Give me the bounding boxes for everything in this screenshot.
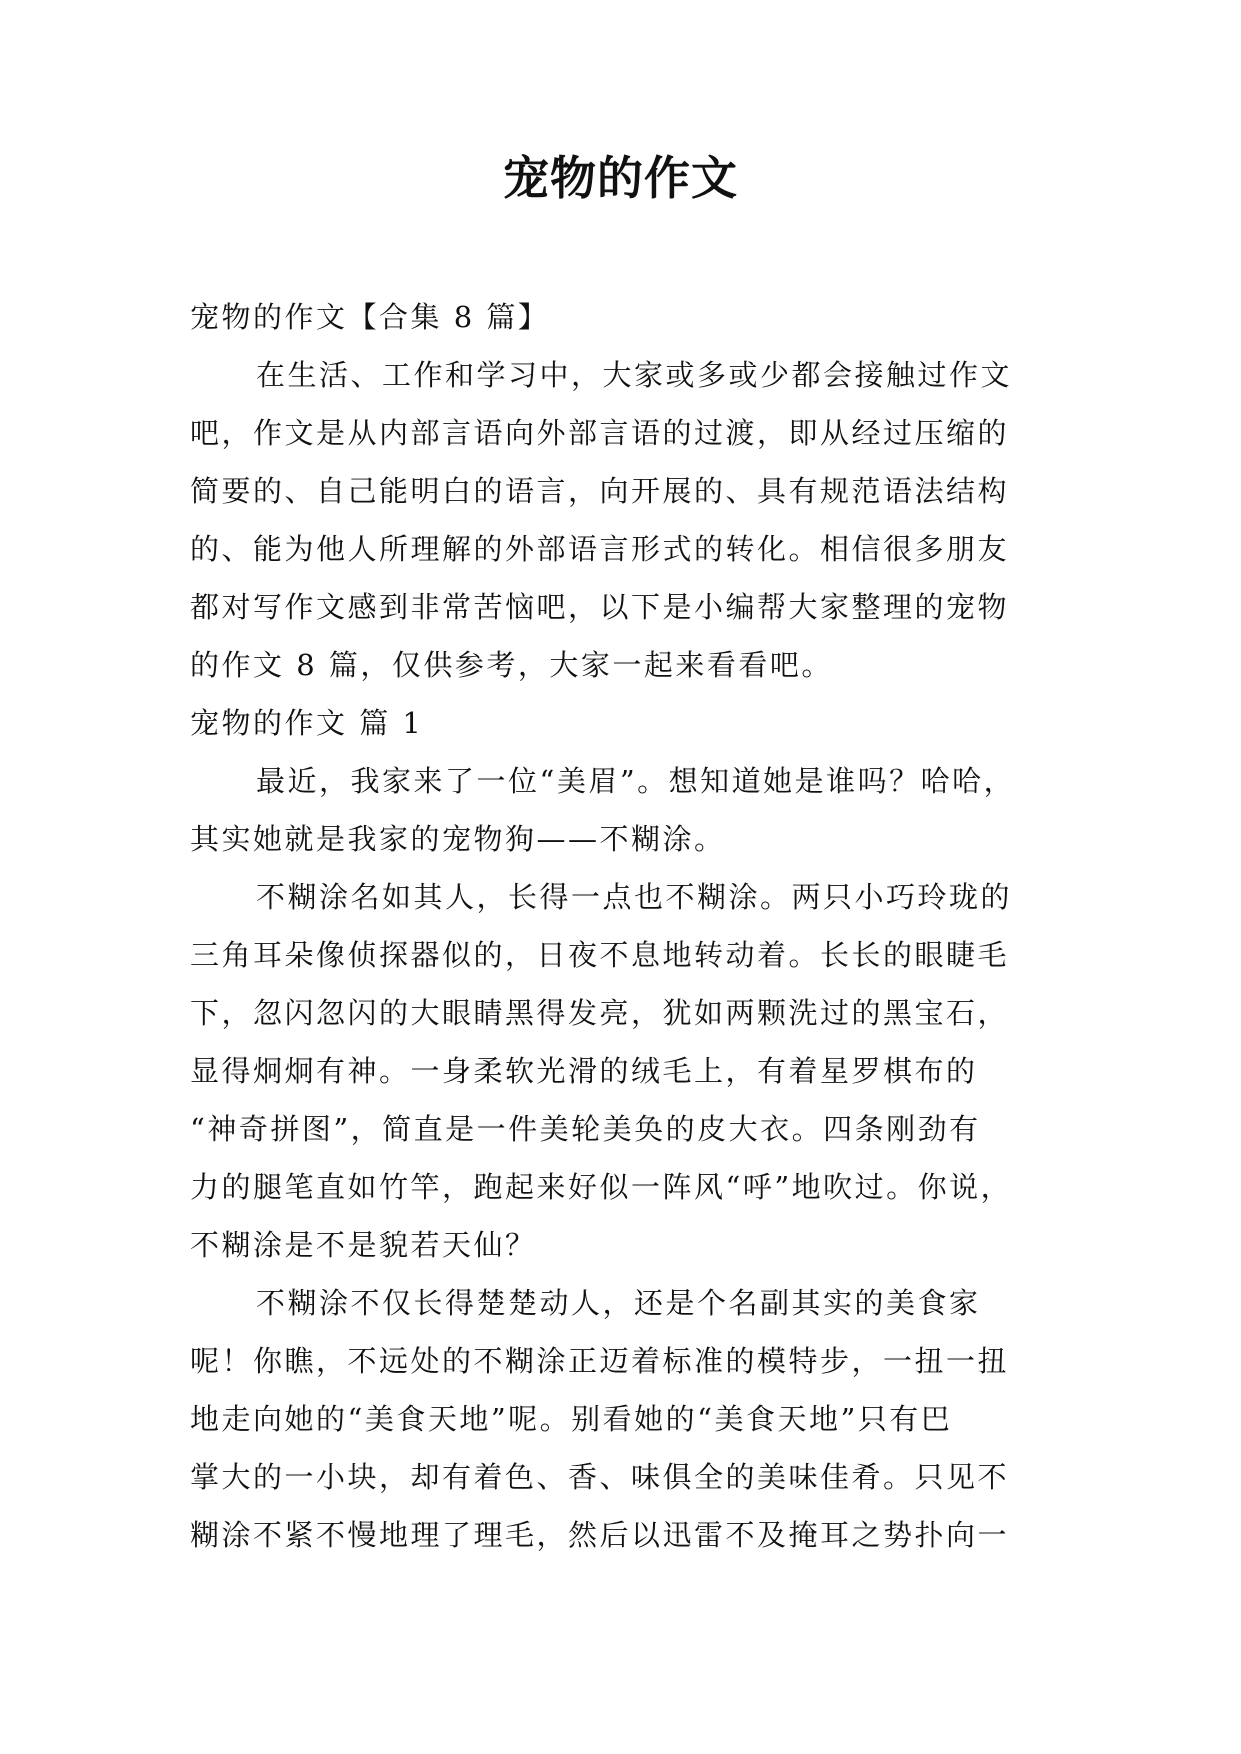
paragraph-line: 的、能为他人所理解的外部语言形式的转化。相信很多朋友 <box>190 532 1010 566</box>
paragraph-line: 三角耳朵像侦探器似的，日夜不息地转动着。长长的眼睫毛 <box>190 938 1010 972</box>
paragraph-line: 吧，作文是从内部言语向外部言语的过渡，即从经过压缩的 <box>190 416 1010 450</box>
document-body <box>190 288 1058 1564</box>
document-title: 宠物的作文 <box>503 151 738 205</box>
paragraph-line: 不糊涂是不是貌若天仙？ <box>190 1228 537 1262</box>
paragraph-line: 不糊涂不仅长得楚楚动人，还是个名副其实的美食家 <box>256 1286 981 1320</box>
paragraph-line: 其实她就是我家的宠物狗——不糊涂。 <box>190 822 726 856</box>
paragraph-line: 呢！你瞧，不远处的不糊涂正迈着标准的模特步，一扭一扭 <box>190 1344 1010 1378</box>
paragraph-line: 下，忽闪忽闪的大眼睛黑得发亮，犹如两颗洗过的黑宝石， <box>190 996 1010 1030</box>
subtitle-line: 宠物的作文【合集 8 篇】 <box>190 300 550 334</box>
paragraph-line: 地走向她的“美食天地”呢。别看她的“美食天地”只有巴 <box>190 1402 953 1436</box>
paragraph-line: 糊涂不紧不慢地理了理毛，然后以迅雷不及掩耳之势扑向一 <box>190 1518 1010 1552</box>
paragraph-line: 都对写作文感到非常苦恼吧，以下是小编帮大家整理的宠物 <box>190 590 1010 624</box>
paragraph-line: 在生活、工作和学习中，大家或多或少都会接触过作文 <box>256 358 1013 392</box>
paragraph-line: 显得炯炯有神。一身柔软光滑的绒毛上，有着星罗棋布的 <box>190 1054 978 1088</box>
paragraph-line: 最近，我家来了一位“美眉”。想知道她是谁吗？哈哈， <box>256 764 1016 798</box>
paragraph-line: 掌大的一小块，却有着色、香、味俱全的美味佳肴。只见不 <box>190 1460 1010 1494</box>
paragraph-line: 不糊涂名如其人，长得一点也不糊涂。两只小巧玲珑的 <box>256 880 1013 914</box>
paragraph-line: 的作文 8 篇，仅供参考，大家一起来看看吧。 <box>190 648 833 682</box>
section-heading: 宠物的作文 篇 1 <box>190 706 424 740</box>
paragraph-line: “神奇拼图”，简直是一件美轮美奂的皮大衣。四条刚劲有 <box>190 1112 981 1146</box>
paragraph-line: 简要的、自己能明白的语言，向开展的、具有规范语法结构 <box>190 474 1010 508</box>
paragraph-line: 力的腿笔直如竹竿，跑起来好似一阵风“呼”地吹过。你说， <box>190 1170 1013 1204</box>
